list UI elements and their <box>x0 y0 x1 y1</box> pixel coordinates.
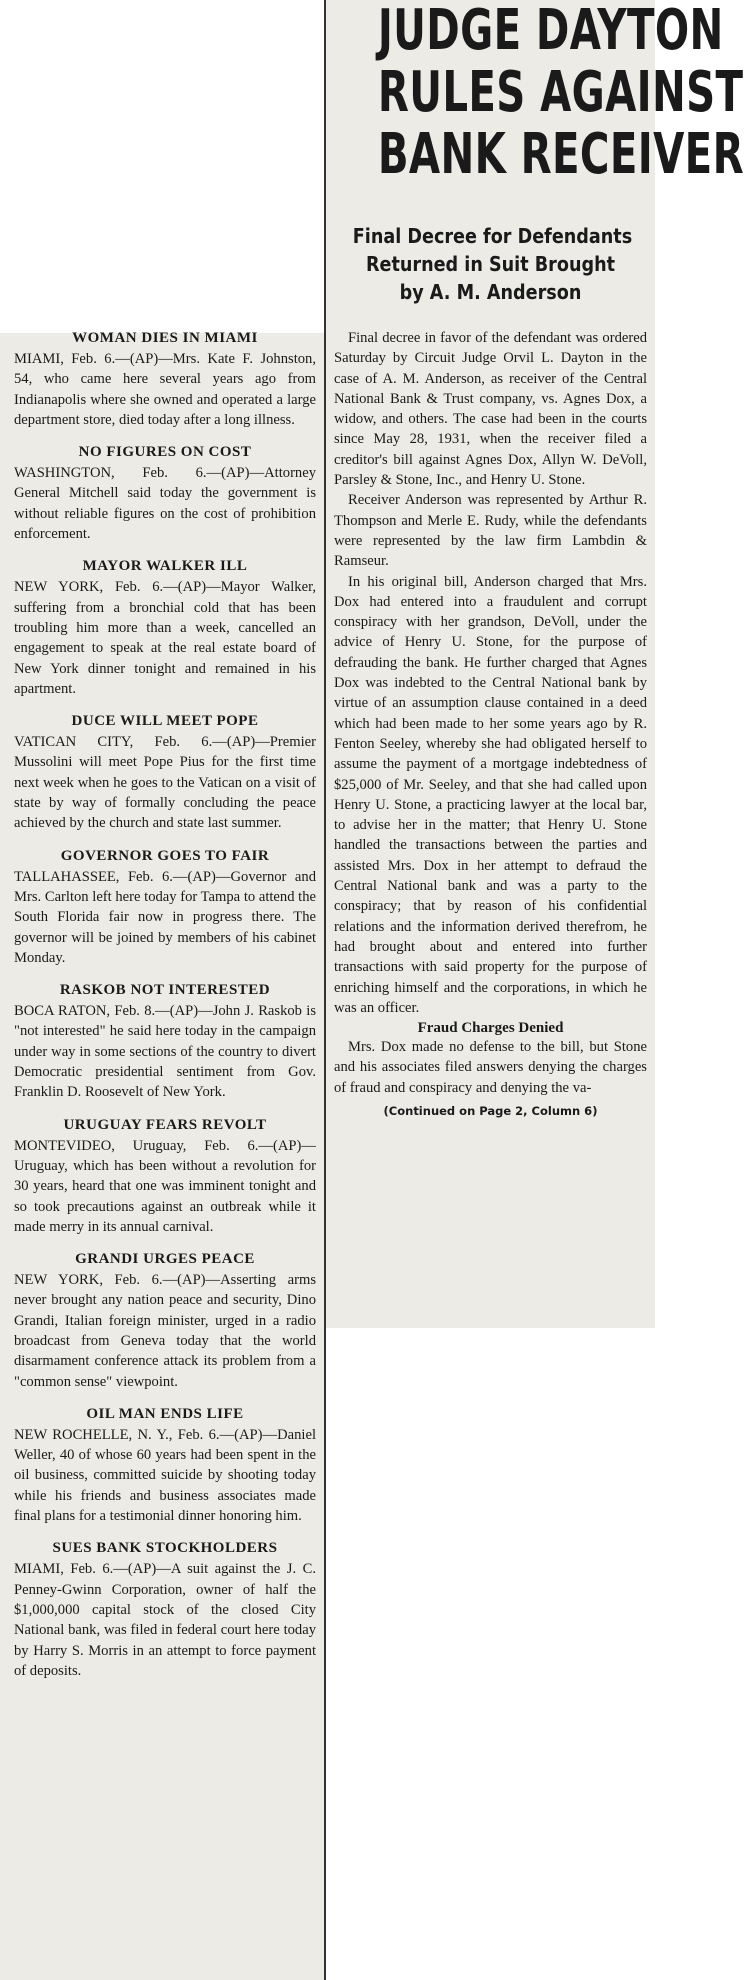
brief <box>14 713 316 833</box>
headline-line: JUDGE DAYTON <box>377 0 724 63</box>
main-story-body <box>334 328 647 1118</box>
main-story-column <box>324 0 744 1328</box>
paragraph: Final decree in favor of the defendant was ordered Saturday by Circuit Judge Orvil L. Dayton in the case of A. M. Anderson, as receiver of the Central National Bank & Trust company, vs. Agnes Dox, a widow, and others. The case had been in the courts since May 28, 1931, when the receiver filed a creditor's bill against Agnes Dox, Allyn W. DeVoll, Parsley & Stone, Inc., and Henry U. Stone. <box>334 330 647 489</box>
brief-headline: MAYOR WALKER ILL <box>82 558 248 575</box>
brief <box>14 330 316 430</box>
paragraph: In his original bill, Anderson charged that Mrs. Dox had entered into a fraudulent and corrupt conspiracy with her grandson, DeVoll, under the advice of Henry U. Stone, for the purpose of defrauding the bank. He further charged that Agnes Dox was indebted to the Central National bank by virtue of an assumption clause contained in a deed which had been made to her some years ago by R. Fenton Seeley, whereby she had obligated herself to assume the payment of a mortgage indebtedness of $25,000 of Mr. Seeley, and that she had called upon Henry U. Stone, a practicing lawyer at the local bar, to advise her in the matter; that Henry U. Stone handled the transactions between the parties and assisted Mrs. Dox in her attempt to defraud the Central National bank and was a party to the conspiracy; that by reason of his confidential relations and the information derived therefrom, he had brought about and entered into further transactions with said property for the purpose of enriching himself and the corporations, in which he was an officer. <box>334 573 647 1016</box>
brief <box>14 848 316 968</box>
paragraph: Mrs. Dox made no defense to the bill, but Stone and his associates filed answers denying the charges of fraud and conspiracy and denying the va- <box>334 1039 647 1096</box>
brief-headline: SUES BANK STOCKHOLDERS <box>52 1540 278 1557</box>
brief-body: MONTEVIDEO, Uruguay, Feb. 6.—(AP)—Uruguay, which has been without a revolution for 30 years, heard that one was imminent tonight and so took precautions against an outbreak while it made merry in its annual carnival. <box>14 1137 316 1235</box>
brief-headline: OIL MAN ENDS LIFE <box>86 1405 244 1422</box>
brief-body: VATICAN CITY, Feb. 6.—(AP)—Premier Mussolini will meet Pope Pius for the first time next week when he goes to the Vatican on a visit of state by way of formally concluding the peace achieved by the church and state last summer. <box>14 734 316 832</box>
brief <box>14 1540 316 1681</box>
briefs-column <box>0 330 324 1980</box>
paragraph: Receiver Anderson was represented by Arthur R. Thompson and Merle E. Rudy, while the defendants were represented by the law firm Lambdin & Ramseur. <box>334 492 647 570</box>
brief-body: NEW YORK, Feb. 6.—(AP)—Mayor Walker, suffering from a bronchial cold that has been troubling him more than a week, cancelled an engagement to speak at the real estate board of New York dinner tonight and remained in his apartment. <box>14 579 316 697</box>
brief-body: WASHINGTON, Feb. 6.—(AP)—Attorney General Mitchell said today the government is without reliable figures on the cost of prohibition enforcement. <box>14 465 316 543</box>
continued-line: (Continued on Page 2, Column 6) <box>383 1103 598 1118</box>
brief-headline: GRANDI URGES PEACE <box>75 1251 255 1268</box>
brief-headline: WOMAN DIES IN MIAMI <box>72 330 258 346</box>
brief-body: TALLAHASSEE, Feb. 6.—(AP)—Governor and Mrs. Carlton left here today for Tampa to attend the South Florida fair now in progress there. The governor will be joined by members of his cabinet Monday. <box>14 868 316 966</box>
deck <box>352 222 633 306</box>
brief-headline: RASKOB NOT INTERESTED <box>59 982 271 999</box>
brief-headline: DUCE WILL MEET POPE <box>71 713 259 730</box>
brief-headline: GOVERNOR GOES TO FAIR <box>60 847 270 864</box>
brief-body: MIAMI, Feb. 6.—(AP)—A suit against the J. C. Penney-Gwinn Corporation, owner of half the $1,000,000 capital stock of the closed City National bank, was filed in federal court here today by Harry S. Morris in an attempt to force payment of deposits. <box>14 1561 316 1679</box>
brief <box>14 1251 316 1392</box>
brief <box>14 1117 316 1237</box>
column-rule <box>324 0 326 1980</box>
brief <box>14 982 316 1102</box>
headline-line: BANK RECEIVER <box>377 122 744 187</box>
headline <box>334 0 744 187</box>
brief-body: BOCA RATON, Feb. 8.—(AP)—John J. Raskob is "not interested" he said here today in the campaign under way in some sections of the country to divert Democratic presidential sentiment from Gov. Franklin D. Roosevelt of New York. <box>14 1003 316 1101</box>
brief <box>14 558 316 699</box>
brief <box>14 1406 316 1526</box>
brief-body: NEW YORK, Feb. 6.—(AP)—Asserting arms never brought any nation peace and security, Dino Grandi, Italian foreign minister, urged in a radio broadcast from Geneva today that the world disarmament conference attack its problem from a "common sense" viewpoint. <box>14 1272 316 1390</box>
brief-headline: URUGUAY FEARS REVOLT <box>63 1116 267 1133</box>
brief-body: NEW ROCHELLE, N. Y., Feb. 6.—(AP)—Daniel Weller, 40 of whose 60 years had been spent in the oil business, committed suicide by shooting today while his friends and business associates made final plans for a testimonial dinner honoring him. <box>14 1426 316 1525</box>
brief-body: MIAMI, Feb. 6.—(AP)—Mrs. Kate F. Johnston, 54, who came here several years ago from Indianapolis where she owned and operated a large department store, died today after a long illness. <box>14 351 316 428</box>
headline-line: RULES AGAINST <box>377 60 744 125</box>
brief-headline: NO FIGURES ON COST <box>78 444 252 461</box>
subhead: Fraud Charges Denied <box>417 1020 564 1037</box>
deck-line: by A. M. Anderson <box>399 280 582 304</box>
brief <box>14 444 316 544</box>
deck-line: Final Decree for Defendants <box>352 224 633 248</box>
deck-line: Returned in Suit Brought <box>365 252 616 276</box>
